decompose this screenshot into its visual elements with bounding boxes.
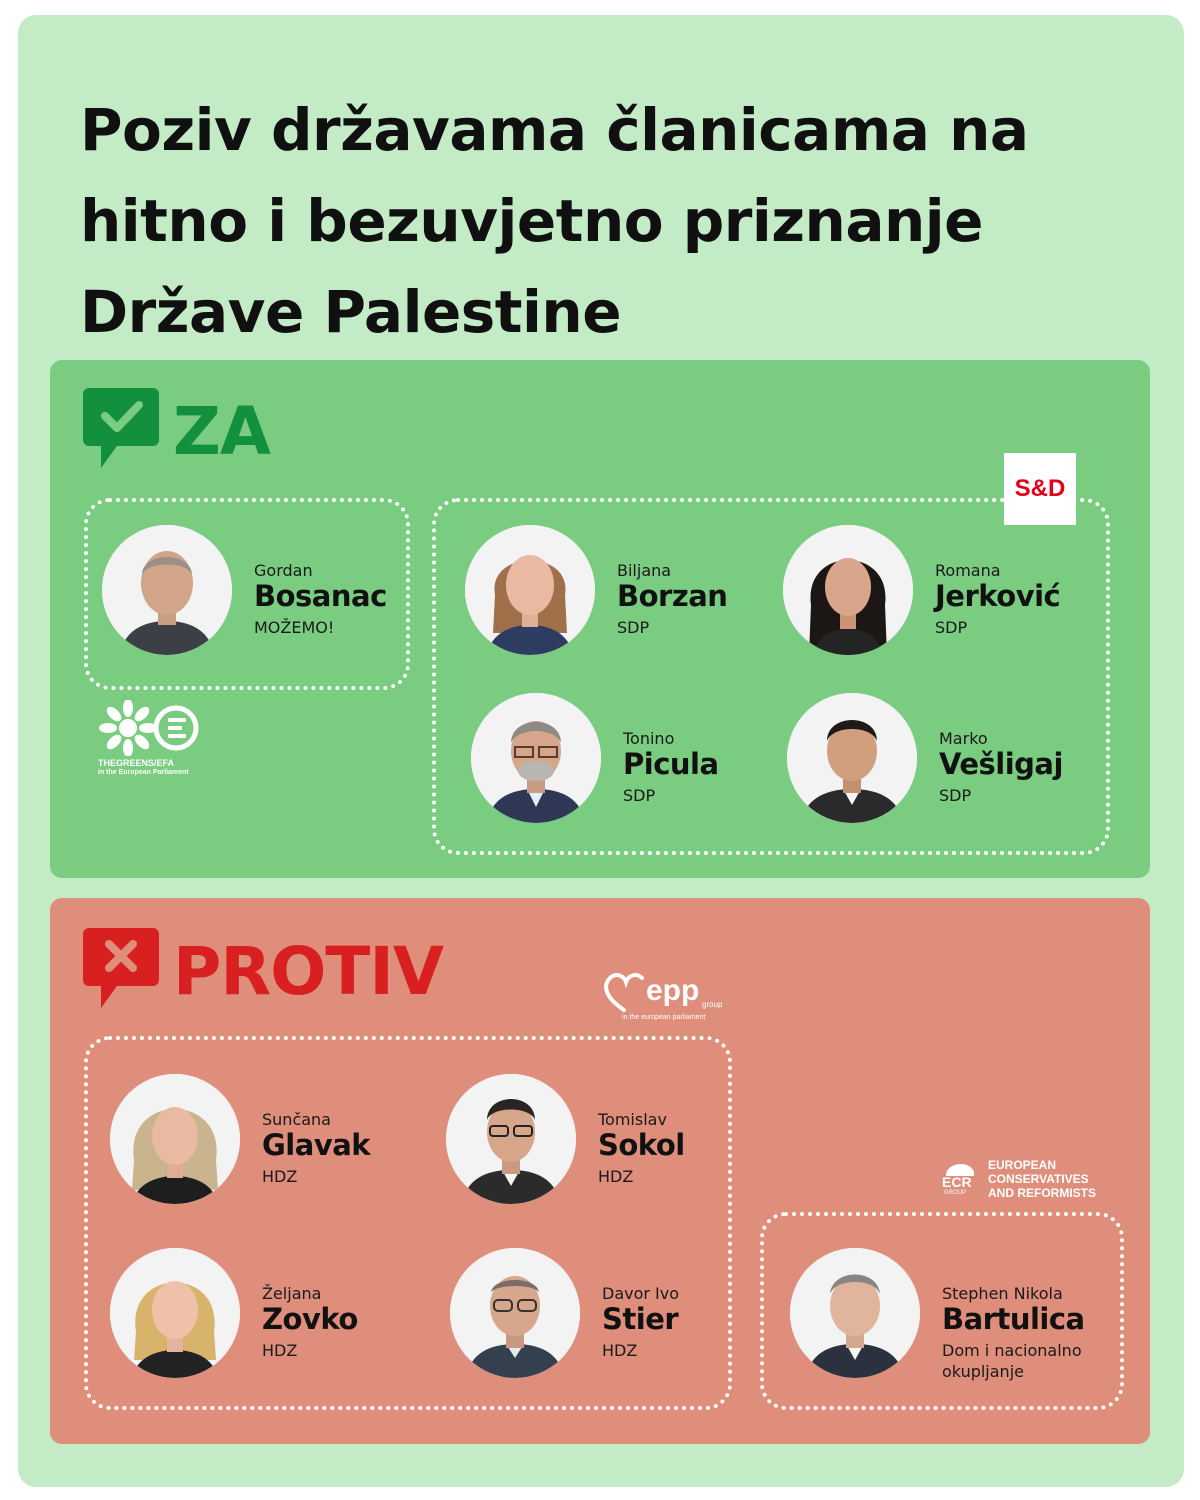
member-first-name: Stephen Nikola — [942, 1284, 1063, 1303]
member-photo — [450, 1248, 580, 1378]
member-last-name: Bosanac — [254, 579, 387, 613]
member-photo — [790, 1248, 920, 1378]
member-first-name: Romana — [935, 561, 1001, 580]
member-photo — [110, 1074, 240, 1204]
member-first-name: Davor Ivo — [602, 1284, 680, 1303]
member-first-name: Željana — [262, 1284, 322, 1303]
member-last-name: Zovko — [262, 1302, 358, 1336]
greens-logo-line2: in the European Parliament — [98, 769, 189, 776]
member-party: MOŽEMO! — [254, 618, 335, 637]
member-photo — [783, 525, 913, 655]
member-first-name: Gordan — [254, 561, 313, 580]
x-speech-bubble-icon — [83, 928, 159, 1014]
member-party: Dom i nacionalno okupljanje — [942, 1341, 1082, 1381]
member-first-name: Tonino — [623, 729, 675, 748]
member-first-name: Sunčana — [262, 1110, 331, 1129]
member-last-name: Stier — [602, 1302, 679, 1336]
member-last-name: Glavak — [262, 1128, 371, 1162]
member-party: SDP — [939, 786, 972, 805]
ecr-logo-sub: GROUP — [944, 1190, 967, 1196]
member-photo — [465, 525, 595, 655]
member-last-name: Bartulica — [942, 1302, 1085, 1336]
ecr-logo-line2: CONSERVATIVES — [988, 1172, 1089, 1186]
check-speech-bubble-icon — [83, 388, 159, 474]
page-title: Poziv državama članicama na hitno i bezuvjetno priznanje Države Palestine — [80, 96, 1029, 346]
member-party: SDP — [617, 618, 650, 637]
epp-logo — [598, 968, 728, 1028]
member-photo — [787, 693, 917, 823]
protiv-heading-label: PROTIV — [173, 932, 443, 1010]
member-last-name: Borzan — [617, 579, 728, 613]
member-party: SDP — [623, 786, 656, 805]
sd-logo — [1004, 453, 1076, 525]
greens-logo-text — [98, 758, 189, 778]
member-first-name: Tomislav — [598, 1110, 667, 1129]
member-first-name: Biljana — [617, 561, 672, 580]
ecr-logo-line3: AND REFORMISTS — [988, 1186, 1096, 1200]
protiv-heading — [83, 928, 443, 1014]
member-photo — [446, 1074, 576, 1204]
ecr-logo — [940, 1156, 1130, 1206]
za-heading — [83, 388, 270, 474]
member-last-name: Vešligaj — [939, 747, 1063, 781]
member-last-name: Jerković — [935, 579, 1061, 613]
ecr-logo-abbr: ECR — [942, 1174, 972, 1190]
epp-logo-caption: in the european parliament — [622, 1014, 706, 1021]
epp-logo-sub: group — [702, 1000, 723, 1009]
member-photo — [110, 1248, 240, 1378]
sd-logo-text: S&D — [1014, 475, 1066, 502]
member-photo — [471, 693, 601, 823]
za-heading-label: ZA — [173, 392, 270, 470]
protiv-section — [50, 898, 1150, 1444]
epp-logo-text: epp — [646, 974, 700, 1007]
member-party: HDZ — [262, 1341, 298, 1360]
ecr-logo-text — [988, 1158, 1096, 1200]
member-party: HDZ — [602, 1341, 638, 1360]
the-greens-efa-logo — [98, 700, 218, 780]
member-last-name: Sokol — [598, 1128, 685, 1162]
ecr-logo-line1: EUROPEAN — [988, 1158, 1057, 1172]
member-party: HDZ — [262, 1167, 298, 1186]
member-party: SDP — [935, 618, 968, 637]
member-party: HDZ — [598, 1167, 634, 1186]
greens-flower-icon — [98, 700, 208, 756]
member-photo — [102, 525, 232, 655]
member-last-name: Picula — [623, 747, 719, 781]
za-section — [50, 360, 1150, 878]
greens-logo-line1: THEGREENS/EFA — [98, 758, 175, 768]
member-first-name: Marko — [939, 729, 988, 748]
